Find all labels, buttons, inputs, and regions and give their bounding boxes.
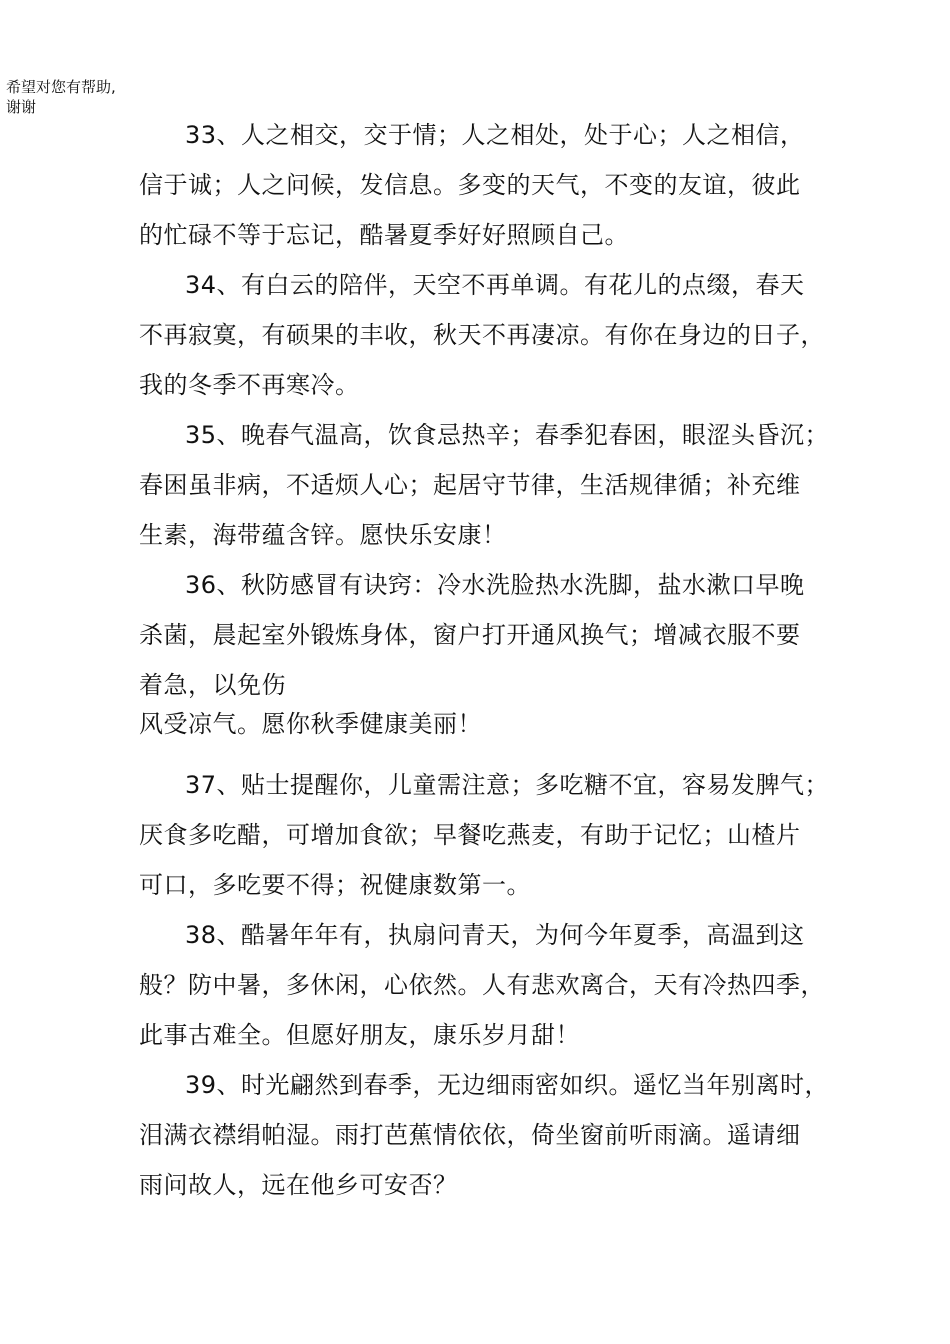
paragraph-line: 风受凉气。愿你秋季健康美丽！ — [139, 710, 482, 738]
paragraph-line: 37、贴士提醒你，儿童需注意；多吃糖不宜，容易发脾气； — [185, 771, 830, 799]
paragraph-line: 不再寂寞，有硕果的丰收，秋天不再凄凉。有你在身边的日子， — [139, 321, 825, 349]
paragraph-34 — [139, 260, 849, 410]
paragraph-line: 我的冬季不再寒冷。 — [139, 371, 360, 399]
header-note-line-1: 希望对您有帮助, — [6, 78, 116, 96]
document-body — [139, 110, 849, 1210]
paragraph-line: 33、人之相交，交于情；人之相处，处于心；人之相信， — [185, 121, 805, 149]
paragraph-33 — [139, 110, 849, 260]
paragraph-line: 信于诚；人之问候，发信息。多变的天气，不变的友谊，彼此 — [139, 171, 801, 199]
header-note-line-2: 谢谢 — [6, 98, 37, 116]
paragraph-line: 泪满衣襟绢帕湿。雨打芭蕉情依依，倚坐窗前听雨滴。遥请细 — [139, 1121, 801, 1149]
paragraph-line: 此事古难全。但愿好朋友，康乐岁月甜！ — [139, 1021, 580, 1049]
paragraph-line: 般？防中暑，多休闲，心依然。人有悲欢离合，天有冷热四季， — [139, 971, 825, 999]
paragraph-line: 39、时光翩然到春季，无边细雨密如织。遥忆当年别离时， — [185, 1071, 830, 1099]
paragraph-line: 雨问故人，远在他乡可安否？ — [139, 1171, 458, 1199]
paragraph-line: 36、秋防感冒有诀窍：冷水洗脸热水洗脚，盐水漱口早晚 — [185, 571, 805, 599]
paragraph-36 — [139, 560, 849, 746]
paragraph-38 — [139, 910, 849, 1060]
paragraph-line: 杀菌，晨起室外锻炼身体，窗户打开通风换气；增减衣服不要 — [139, 621, 801, 649]
paragraph-37 — [139, 760, 849, 910]
paragraph-line: 可口，多吃要不得；祝健康数第一。 — [139, 871, 531, 899]
paragraph-line: 春困虽非病，不适烦人心；起居守节律，生活规律循；补充维 — [139, 471, 801, 499]
paragraph-line: 的忙碌不等于忘记，酷暑夏季好好照顾自己。 — [139, 221, 629, 249]
paragraph-line: 38、酷暑年年有，执扇问青天，为何今年夏季，高温到这 — [185, 921, 805, 949]
paragraph-35 — [139, 410, 849, 560]
header-note — [6, 77, 116, 117]
paragraph-line: 着急，以免伤 — [139, 671, 286, 699]
paragraph-line: 生素，海带蕴含锌。愿快乐安康！ — [139, 521, 507, 549]
paragraph-line: 厌食多吃醋，可增加食欲；早餐吃燕麦，有助于记忆；山楂片 — [139, 821, 801, 849]
paragraph-39 — [139, 1060, 849, 1210]
paragraph-line: 35、晚春气温高，饮食忌热辛；春季犯春困，眼涩头昏沉； — [185, 421, 830, 449]
paragraph-line: 34、有白云的陪伴，天空不再单调。有花儿的点缀，春天 — [185, 271, 805, 299]
